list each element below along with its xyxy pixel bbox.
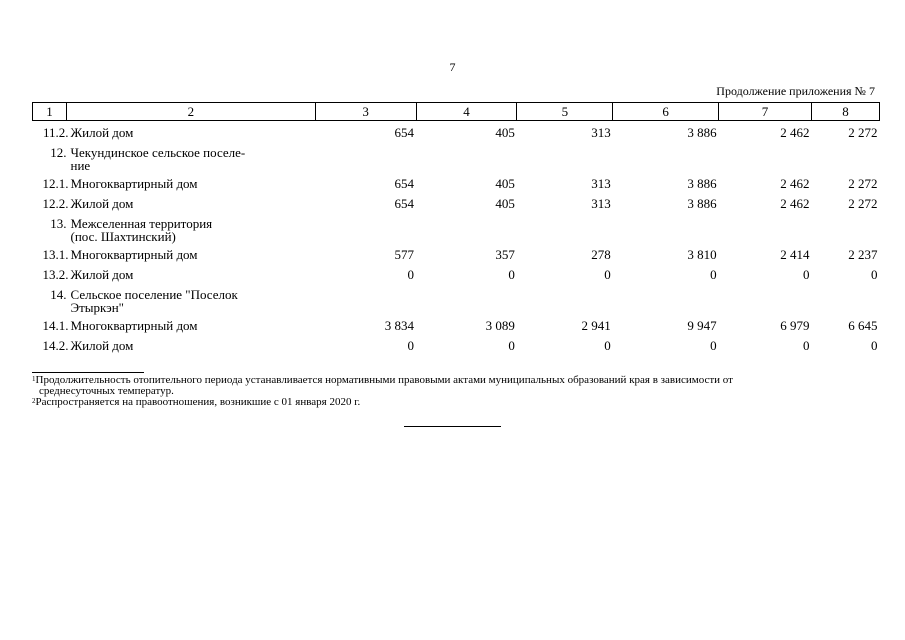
row-value: 357 bbox=[495, 246, 515, 262]
row-value: 3 886 bbox=[687, 175, 717, 191]
row-value: 654 bbox=[394, 175, 415, 191]
row-value: 0 bbox=[871, 337, 878, 353]
row-name: Многоквартирный дом bbox=[70, 246, 198, 262]
row-code: 13.1. bbox=[42, 246, 69, 262]
row-code: 11.2. bbox=[42, 125, 69, 140]
column-header-5: 5 bbox=[517, 103, 613, 121]
row-code: 14.1. bbox=[42, 317, 69, 333]
footnote-text: Продолжительность отопительного периода устанавливается нормативными правовыми актами муниципальных образований края в зависимости от bbox=[35, 374, 733, 386]
footnote-2 bbox=[32, 397, 878, 408]
table-row bbox=[33, 192, 880, 212]
row-label bbox=[33, 334, 316, 354]
table-row bbox=[33, 243, 880, 263]
header-row bbox=[33, 103, 880, 121]
row-value: 3 089 bbox=[485, 317, 515, 333]
row-value: 2 462 bbox=[780, 175, 810, 191]
row-name: Многоквартирный дом bbox=[70, 175, 198, 191]
row-value: 0 bbox=[604, 266, 611, 282]
row-value: 2 414 bbox=[780, 246, 810, 262]
row-value: 2 941 bbox=[581, 317, 611, 333]
row-value: 0 bbox=[407, 266, 415, 282]
table-row bbox=[33, 121, 880, 141]
section-name-line: Сельское поселение "Поселок bbox=[70, 286, 238, 302]
table-row bbox=[33, 314, 880, 334]
footnote-divider bbox=[32, 372, 144, 373]
section-name-line: Чекундинское сельское поселе- bbox=[70, 144, 246, 160]
column-header-4: 4 bbox=[416, 103, 517, 121]
row-name: Жилой дом bbox=[70, 195, 134, 211]
table-row bbox=[33, 334, 880, 354]
row-value: 0 bbox=[802, 337, 810, 353]
row-label bbox=[33, 263, 316, 283]
column-header-6: 6 bbox=[613, 103, 719, 121]
row-value: 2 462 bbox=[780, 195, 810, 211]
section-label bbox=[33, 212, 316, 243]
row-value: 9 947 bbox=[687, 317, 717, 333]
row-value: 0 bbox=[508, 337, 515, 353]
row-value: 405 bbox=[495, 195, 515, 211]
row-name: Жилой дом bbox=[70, 337, 134, 353]
row-value: 654 bbox=[394, 195, 415, 211]
section-name-line: (пос. Шахтинский) bbox=[70, 228, 176, 244]
row-value: 577 bbox=[394, 246, 415, 262]
footnote-mark: 2 bbox=[32, 397, 36, 405]
row-value: 3 886 bbox=[687, 195, 717, 211]
section-code: 13. bbox=[50, 215, 67, 231]
row-name: Жилой дом bbox=[70, 125, 134, 140]
row-value: 654 bbox=[394, 125, 415, 140]
row-value: 2 272 bbox=[848, 175, 878, 191]
footnote-mark: 1 bbox=[32, 375, 36, 383]
row-value: 0 bbox=[802, 266, 810, 282]
section-row bbox=[33, 141, 880, 172]
footnotes bbox=[32, 375, 878, 408]
row-value: 2 237 bbox=[848, 246, 878, 262]
row-value: 0 bbox=[871, 266, 878, 282]
row-value: 2 272 bbox=[848, 195, 878, 211]
section-code: 12. bbox=[50, 144, 67, 160]
row-value: 313 bbox=[591, 125, 611, 140]
row-value: 0 bbox=[710, 266, 717, 282]
row-value: 3 886 bbox=[687, 125, 717, 140]
continuation-label: Продолжение приложения № 7 bbox=[716, 84, 875, 98]
row-value: 3 810 bbox=[687, 246, 717, 262]
row-value: 2 462 bbox=[780, 125, 810, 140]
row-value: 0 bbox=[407, 337, 415, 353]
page-number: 7 bbox=[449, 60, 456, 74]
row-value: 405 bbox=[495, 175, 515, 191]
row-name: Жилой дом bbox=[70, 266, 134, 282]
section-row bbox=[33, 283, 880, 314]
row-code: 14.2. bbox=[42, 337, 69, 353]
row-value: 0 bbox=[604, 337, 611, 353]
table-row bbox=[33, 263, 880, 283]
row-value: 3 834 bbox=[384, 317, 415, 333]
row-label bbox=[33, 172, 316, 192]
section-name-line: Этыркэн" bbox=[70, 299, 124, 315]
column-header-8: 8 bbox=[811, 103, 879, 121]
row-code: 12.2. bbox=[42, 195, 69, 211]
row-code: 12.1. bbox=[42, 175, 69, 191]
table-row bbox=[33, 172, 880, 192]
row-value: 313 bbox=[591, 195, 611, 211]
row-value: 0 bbox=[508, 266, 515, 282]
row-value: 6 979 bbox=[780, 317, 810, 333]
section-name-line: ние bbox=[70, 157, 91, 173]
section-label bbox=[33, 283, 316, 314]
column-header-2: 2 bbox=[66, 103, 315, 121]
section-name-line: Межселенная территория bbox=[70, 215, 213, 231]
section-code: 14. bbox=[50, 286, 67, 302]
row-code: 13.2. bbox=[42, 266, 69, 282]
end-divider bbox=[404, 426, 501, 427]
data-table bbox=[32, 102, 880, 354]
section-label bbox=[33, 141, 316, 172]
row-value: 2 272 bbox=[848, 125, 878, 140]
row-value: 313 bbox=[591, 175, 611, 191]
column-header-3: 3 bbox=[315, 103, 416, 121]
row-label bbox=[33, 192, 316, 212]
footnote-1-continuation: среднесуточных температур. bbox=[39, 385, 174, 397]
row-label bbox=[33, 314, 316, 334]
column-header-7: 7 bbox=[719, 103, 812, 121]
section-row bbox=[33, 212, 880, 243]
row-label bbox=[33, 121, 316, 141]
column-header-1: 1 bbox=[33, 103, 67, 121]
row-value: 405 bbox=[495, 125, 515, 140]
row-value: 278 bbox=[591, 246, 611, 262]
row-label bbox=[33, 243, 316, 263]
row-name: Многоквартирный дом bbox=[70, 317, 198, 333]
row-value: 6 645 bbox=[848, 317, 878, 333]
row-value: 0 bbox=[710, 337, 717, 353]
footnote-text: Распространяется на правоотношения, возникшие с 01 января 2020 г. bbox=[35, 396, 361, 408]
